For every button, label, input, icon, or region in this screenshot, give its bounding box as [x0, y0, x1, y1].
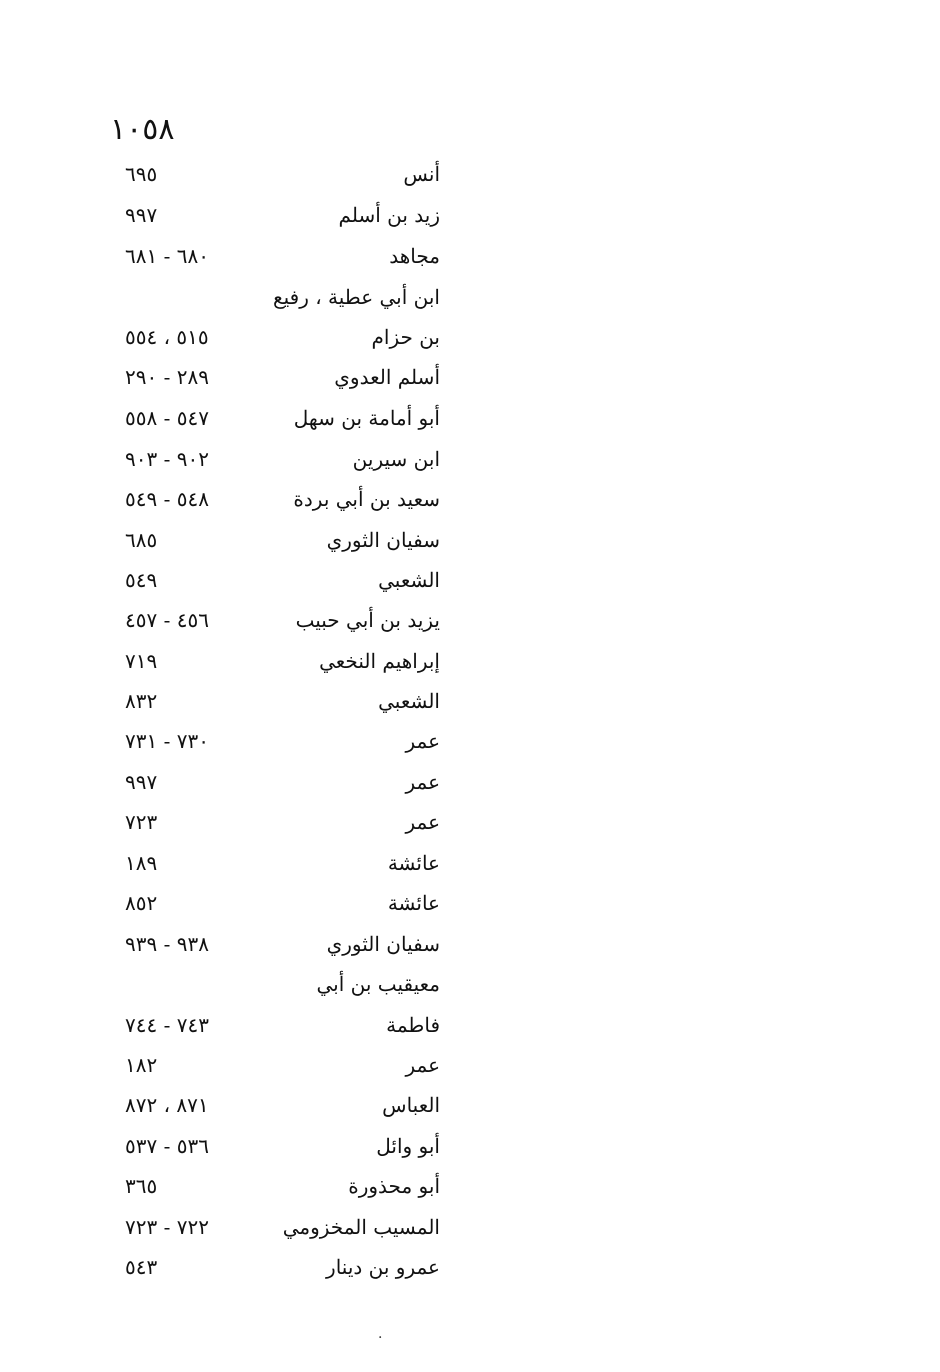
index-row — [0, 154, 940, 194]
page-reference: ١٨٩ — [125, 851, 158, 875]
narrator-name: فاطمة — [386, 1013, 440, 1037]
index-row — [0, 1166, 940, 1206]
narrator-name: سعيد بن أبي بردة — [293, 487, 440, 511]
index-row — [0, 236, 940, 276]
narrator-name: بن حزام — [371, 325, 440, 349]
index-row — [0, 721, 940, 761]
page-reference: ٨٥٢ — [125, 891, 158, 915]
index-row — [0, 1247, 940, 1287]
narrator-name: سفيان الثوري — [326, 528, 440, 552]
page-reference: ٩٩٧ — [125, 770, 158, 794]
narrator-name: عمر — [405, 1053, 440, 1077]
narrator-name: يزيد بن أبي حبيب — [295, 608, 440, 632]
index-row — [0, 964, 940, 1004]
narrator-name: عمرو بن دينار — [326, 1255, 440, 1279]
narrator-name: معيقيب بن أبي — [316, 972, 440, 996]
narrator-name: إبراهيم النخعي — [319, 649, 440, 673]
index-row — [0, 802, 940, 842]
narrator-name: ابن أبي عطية ، رفيع — [272, 285, 440, 309]
page-reference: ٥٣٦ - ٥٣٧ — [125, 1134, 209, 1158]
narrator-name: أبو أمامة بن سهل — [293, 406, 440, 430]
index-row — [0, 520, 940, 560]
page-reference: ٩٩٧ — [125, 203, 158, 227]
index-row — [0, 600, 940, 640]
page-reference: ٥١٥ ، ٥٥٤ — [125, 325, 209, 349]
narrator-name: سفيان الثوري — [326, 932, 440, 956]
index-row — [0, 1085, 940, 1125]
page-reference: ١٨٢ — [125, 1053, 158, 1077]
index-row — [0, 357, 940, 397]
page-reference: ٦٨٥ — [125, 528, 158, 552]
narrator-name: زيد بن أسلم — [338, 203, 440, 227]
page-reference: ٣٦٥ — [125, 1174, 158, 1198]
index-row — [0, 195, 940, 235]
narrator-name: ابن سيرين — [352, 447, 440, 471]
page-number: ١٠٥٨ — [110, 112, 175, 147]
page-reference: ٧٢٣ — [125, 810, 158, 834]
index-row — [0, 883, 940, 923]
narrator-name: عمر — [405, 729, 440, 753]
page-reference: ٤٥٦ - ٤٥٧ — [125, 608, 209, 632]
page-reference: ٥٤٧ - ٥٥٨ — [125, 406, 209, 430]
index-row — [0, 439, 940, 479]
narrator-name: عمر — [405, 810, 440, 834]
narrator-name: عائشة — [387, 891, 440, 915]
narrator-name: أبو وائل — [376, 1134, 440, 1158]
index-row — [0, 1045, 940, 1085]
page-reference: ٧٣٠ - ٧٣١ — [125, 729, 209, 753]
narrator-name: المسيب المخزومي — [282, 1215, 440, 1239]
narrator-name: عائشة — [387, 851, 440, 875]
page-reference: ٥٤٩ — [125, 568, 158, 592]
index-row — [0, 479, 940, 519]
index-row — [0, 641, 940, 681]
index-row — [0, 1207, 940, 1247]
narrator-name: الشعبي — [378, 568, 440, 592]
footer-mark: · — [378, 1330, 383, 1346]
index-row — [0, 317, 940, 357]
narrator-name: عمر — [405, 770, 440, 794]
index-row — [0, 843, 940, 883]
page-reference: ٥٤٣ — [125, 1255, 158, 1279]
index-row — [0, 924, 940, 964]
narrator-name: مجاهد — [389, 244, 440, 268]
index-row — [0, 560, 940, 600]
page-reference: ٦٨٠ - ٦٨١ — [125, 244, 209, 268]
narrator-name: أنس — [403, 162, 440, 186]
page-reference: ٩٠٢ - ٩٠٣ — [125, 447, 209, 471]
page-reference: ٧١٩ — [125, 649, 158, 673]
page-reference: ٧٢٢ - ٧٢٣ — [125, 1215, 209, 1239]
page-reference: ٨٧١ ، ٨٧٢ — [125, 1093, 209, 1117]
narrator-name: أبو محذورة — [348, 1174, 440, 1198]
page-reference: ٩٣٨ - ٩٣٩ — [125, 932, 209, 956]
index-row — [0, 277, 940, 317]
narrator-name: الشعبي — [378, 689, 440, 713]
index-row — [0, 1005, 940, 1045]
narrator-name: العباس — [382, 1093, 440, 1117]
index-row — [0, 762, 940, 802]
page-reference: ٥٤٨ - ٥٤٩ — [125, 487, 209, 511]
page-reference: ٨٣٢ — [125, 689, 158, 713]
index-row — [0, 398, 940, 438]
page-reference: ٧٤٣ - ٧٤٤ — [125, 1013, 209, 1037]
narrator-name: أسلم العدوي — [334, 365, 440, 389]
page-reference: ٢٨٩ - ٢٩٠ — [125, 365, 209, 389]
index-row — [0, 1126, 940, 1166]
page-reference: ٦٩٥ — [125, 162, 158, 186]
index-row — [0, 681, 940, 721]
